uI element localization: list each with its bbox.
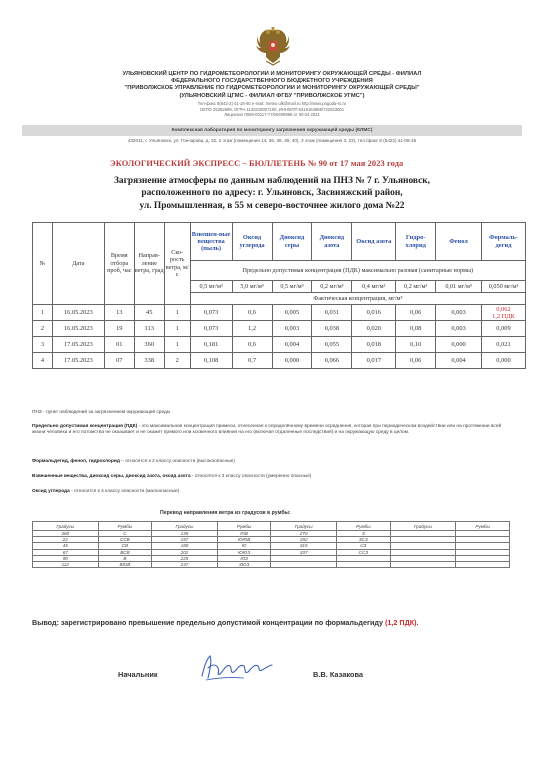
wind-col-header: Румбы [336,522,390,531]
cell-date: 17.05.2023 [52,353,104,369]
cell-concentration: 0,055 [312,337,352,353]
handwritten-signature-icon [196,650,276,684]
substance-header: Формаль-дегид [481,223,525,261]
wind-degrees [390,561,456,567]
cell-concentration: 0,6 [232,305,272,321]
wind-rhumb: ЮЮВ [217,537,271,543]
cell-date: 16.05.2023 [52,305,104,321]
contact-line: Лицензия Л059-00117-77/00499996 от 09.04.2021 [224,112,320,118]
cell-concentration: 0,073 [190,321,232,337]
wind-degrees: 45 [33,543,99,549]
cell-formaldehyde [481,321,525,337]
cell-concentration: 0,004 [272,337,312,353]
organization-header [20,71,524,100]
actual-concentration-header: Фактическая концентрация, мг/м³ [190,293,525,305]
wind-rhumb: ЗЮЗ [217,561,271,567]
wind-degrees: 360 [33,531,99,537]
cell-concentration: 0,003 [436,305,482,321]
substance-header: Диоксид азота [312,223,352,261]
wind-col-header: Румбы [98,522,152,531]
pdk-value: 0,2 мг/м³ [396,281,436,293]
subtitle-line: ул. Промышленная, в 55 м северо-восточнее жилого дома №22 [139,200,405,211]
org-line: ФЕДЕРАЛЬНОГО ГОСУДАРСТВЕННОГО БЮДЖЕТНОГО УЧРЕЖДЕНИЯ [171,78,373,85]
wind-rhumb: ЮЗ [217,555,271,561]
cell-concentration: 0,073 [190,305,232,321]
cell-wind-direction: 338 [134,353,164,369]
cell-date: 17.05.2023 [52,337,104,353]
wind-rhumb: ЗСЗ [336,537,390,543]
wind-degrees: 270 [271,531,337,537]
note-class-4 [32,489,502,495]
cell-concentration: 0,020 [352,321,396,337]
class4-text: - относится к 4 классу опасности (малоопасные) [69,489,180,494]
cell-concentration: 0,031 [312,305,352,321]
org-line: "ПРИВОЛЖСКОЕ УПРАВЛЕНИЕ ПО ГИДРОМЕТЕОРОЛОГИИ И МОНИТОРИНГУ ОКРУЖАЮЩЕЙ СРЕДЫ" [124,85,420,92]
cell-concentration: 0,000 [436,337,482,353]
pdk-value: 0,2 мг/м³ [312,281,352,293]
class2-text: – относятся к 2 классу опасности (высокоопасные) [119,459,235,464]
cell-time: 01 [104,337,134,353]
cell-formaldehyde [481,353,525,369]
contact-details [40,101,504,118]
wind-degrees: 337 [271,549,337,555]
substance-header: Оксид углерода [232,223,272,261]
substance-header: Оксид азота [352,223,396,261]
wind-degrees: 180 [152,543,218,549]
cell-no: 2 [33,321,53,337]
bulletin-subtitle [30,175,514,212]
class3-term: Взвешенные вещества, диоксид серы, диоксид азота, оксид азота [32,474,191,479]
formaldehyde-value: 0,021 [496,341,511,348]
wind-rhumb: Ю [217,543,271,549]
signer-role: Начальник [118,670,158,679]
pdk-value: 0,5 мг/м³ [272,281,312,293]
wind-row [33,561,510,567]
wind-col-header: Градусы [390,522,456,531]
wind-degrees: 247 [152,561,218,567]
double-headed-eagle-emblem-icon [256,27,290,67]
note-pnz: ПНЗ - пункт наблюдений за загрязнением окружающей среды [32,410,171,415]
note-class-3 [32,474,502,480]
cell-wind-speed: 1 [164,321,190,337]
wind-rhumb [456,561,510,567]
pdk-term: Предельно допустимая концентрация (ПДК) [32,424,138,429]
substance-header: Гидро-хлорид [396,223,436,261]
pdk-value: 5,0 мг/м³ [232,281,272,293]
cell-concentration: 0,003 [436,321,482,337]
wind-degrees: 90 [33,555,99,561]
org-line: (УЛЬЯНОВСКИЙ ЦГМС - ФИЛИАЛ ФГБУ "ПРИВОЛЖСКОЕ УГМС") [179,92,365,99]
cell-wind-speed: 2 [164,353,190,369]
wind-conversion-table [32,521,510,568]
wind-degrees: 225 [152,555,218,561]
pdk-value: 0,5 мг/м³ [190,281,232,293]
cell-wind-speed: 1 [164,337,190,353]
cell-concentration: 0,7 [232,353,272,369]
cell-wind-direction: 113 [134,321,164,337]
wind-rhumb: ССЗ [336,549,390,555]
wind-degrees: 67 [33,549,99,555]
cell-concentration: 0,005 [272,305,312,321]
class2-term: Формальдегид, фенол, гидрохлорид [32,459,120,464]
formaldehyde-value: 0,009 [496,325,511,332]
bulletin-title: ЭКОЛОГИЧЕСКИЙ ЭКСПРЕСС – БЮЛЛЕТЕНЬ № 90 от 17 мая 2023 года [110,159,404,168]
signer-name: В.В. Казакова [313,670,363,679]
col-header-time: Время отбора проб, час [104,223,134,305]
concentration-table [32,222,526,369]
cell-formaldehyde [481,337,525,353]
cell-formaldehyde [481,305,525,321]
substance-header: Взвешен-ные вещества (пыль) [190,223,232,261]
wind-rhumb: ЮЮЗ [217,549,271,555]
col-header-date: Дата [52,223,104,305]
laboratory-address: 432011, г. Ульяновск, ул. Гончарова, д. 32, 2 этаж (помещения 14, 36, 38, 39, 40), 3 этаж (помещения 3, 22), тел./факс 8 (8422) 41-08-25 [127,138,417,143]
wind-col-header: Градусы [271,522,337,531]
laboratory-bar: Комплексная лаборатория по мониторингу загрязнения окружающей среды (КЛМС) [22,125,522,136]
cell-concentration: 0,003 [272,321,312,337]
cell-concentration: 0,181 [190,337,232,353]
cell-no: 1 [33,305,53,321]
table-row [33,353,526,369]
cell-concentration: 0,6 [232,337,272,353]
col-header-wind-direction: Направ-ление ветра, град [134,223,164,305]
cell-no: 4 [33,353,53,369]
cell-concentration: 0,08 [396,321,436,337]
pdk-value: 0,01 мг/м³ [436,281,482,293]
wind-degrees: 202 [152,549,218,555]
wind-col-header: Румбы [456,522,510,531]
cell-concentration: 0,000 [272,353,312,369]
cell-concentration: 0,108 [190,353,232,369]
formaldehyde-value: 0,000 [496,357,511,364]
cell-time: 19 [104,321,134,337]
wind-col-header: Градусы [33,522,99,531]
wind-rhumb: ССВ [98,537,152,543]
cell-concentration: 0,10 [396,337,436,353]
cell-time: 07 [104,353,134,369]
table-row [33,321,526,337]
class3-text: - относятся к 3 классу опасности (умеренно опасные) [190,474,312,479]
wind-col-header: Румбы [217,522,271,531]
subtitle-line: Загрязнение атмосферы по данным наблюдений на ПНЗ № 7 г. Ульяновск, [113,176,431,186]
wind-col-header: Градусы [152,522,218,531]
cell-concentration: 1,2 [232,321,272,337]
pdk-value: 0,050 мг/м³ [481,281,525,293]
wind-rhumb: ЮВ [217,531,271,537]
contact-line: Тел-факс 8(842-2) 41-18-80 e-mail: meteo.ulk@mail.ru http://www.pogoda-ru.ru [197,101,347,106]
col-header-wind-speed: Ско-рость ветра, м/с [164,223,190,305]
wind-rhumb: СВ [98,543,152,549]
wind-rhumb [336,561,390,567]
class4-term: Оксид углерода [32,489,70,494]
pdk-definition-text: - это максимальная концентрация примеси, отнесенная к определённому времени осреднения, которая при периодическом воздействии или на протяжении всей жизни человека и его потомства не оказывает и не окажет прямого или косвенного влияния на его (включая отдаленные последствия) и на окружающую среду в целом. [32,424,502,436]
cell-date: 16.05.2023 [52,321,104,337]
cell-concentration: 0,017 [352,353,396,369]
cell-wind-direction: 360 [134,337,164,353]
pdk-value: 0,4 мг/м³ [352,281,396,293]
table-row [33,305,526,321]
wind-rhumb: В [98,555,152,561]
cell-no: 3 [33,337,53,353]
org-line: УЛЬЯНОВСКИЙ ЦЕНТР ПО ГИДРОМЕТЕОРОЛОГИИ И МОНИТОРИНГУ ОКРУЖАЮЩЕЙ СРЕДЫ - ФИЛИАЛ [122,71,422,77]
wind-degrees: 135 [152,531,218,537]
table-row [33,337,526,353]
wind-rhumb: ВЮВ [98,561,152,567]
pdk-header: Предельно допустимая концентрация (ПДК) максимально разовая (санитарные нормы) [190,261,525,281]
subtitle-line: расположенного по адресу: г. Ульяновск, Засвияжский район, [141,188,403,199]
wind-degrees: 112 [33,561,99,567]
note-class-2 [32,459,502,465]
conclusion-text: Вывод: зарегистрировано превышение предельно допустимой концентрации по формальдегиду [32,618,384,627]
cell-concentration: 0,018 [352,337,396,353]
wind-degrees: 22 [33,537,99,543]
contact-line: ОКПО 25282699, ОГРН 1126319007100, ИНН/КПП 6319164989/732543001 [199,106,345,112]
formaldehyde-value: 0,062 [496,305,511,313]
substance-header: Диоксид серы [272,223,312,261]
wind-degrees: 157 [152,537,218,543]
wind-rhumb: СЗ [336,543,390,549]
cell-time: 13 [104,305,134,321]
cell-concentration: 0,06 [396,305,436,321]
wind-rhumb: С [98,531,152,537]
wind-degrees: 292 [271,537,337,543]
conclusion-value: (1,2 ПДК). [385,618,419,627]
cell-wind-direction: 45 [134,305,164,321]
wind-rhumb: З [336,531,390,537]
cell-concentration: 0,06 [396,353,436,369]
wind-degrees: 315 [271,543,337,549]
note-pdk-definition [32,424,502,436]
cell-concentration: 0,016 [352,305,396,321]
exceedance-note: 1,2 ПДК [492,312,515,320]
cell-concentration: 0,004 [436,353,482,369]
substance-header: Фенол [436,223,482,261]
wind-conversion-title: Перевод направления ветра из градусов в румбы: [160,510,291,516]
col-header-no: № [33,223,53,305]
wind-rhumb: ВСВ [98,549,152,555]
cell-concentration: 0,066 [312,353,352,369]
conclusion [32,617,522,628]
cell-wind-speed: 1 [164,305,190,321]
cell-concentration: 0,038 [312,321,352,337]
wind-degrees [271,561,337,567]
